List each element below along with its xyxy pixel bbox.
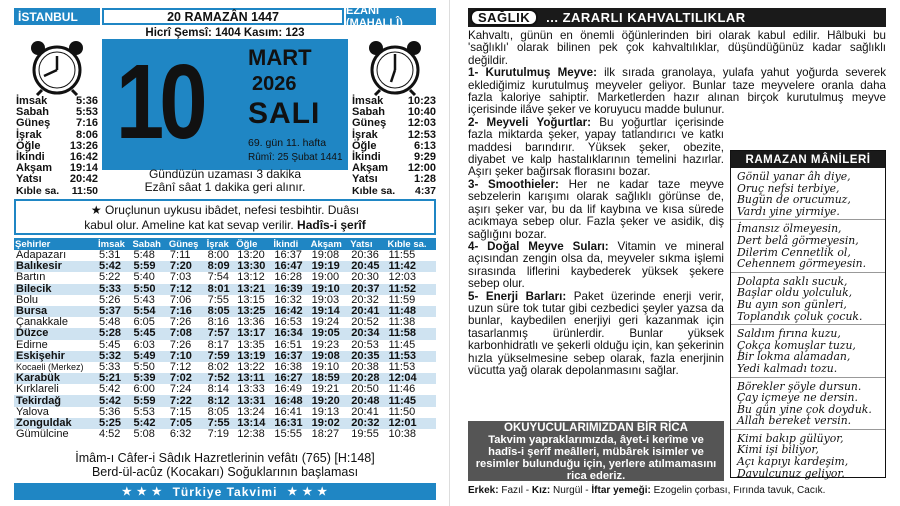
time-cell: 19:05 — [310, 328, 350, 339]
time-cell: 6:32 — [169, 428, 192, 441]
time-cell: 5:28 — [97, 328, 131, 339]
time-cell: 5:42 — [99, 383, 121, 396]
prayer-time-label: Yatsı — [352, 173, 378, 186]
time-cell: 19:19 — [310, 261, 350, 272]
weekday: SALI — [248, 97, 321, 130]
prayer-time-label: İmsak — [352, 95, 384, 107]
time-cell: 13:12 — [237, 271, 265, 284]
prayer-time-value: 13:26 — [69, 139, 98, 152]
ezani-label: EZÂNÎ (MAHALLÎ) — [346, 8, 436, 25]
prayer-time-value: 12:53 — [407, 128, 436, 141]
time-cell: 12:04 — [386, 373, 436, 384]
calendar-page — [14, 4, 436, 500]
prayer-time-label: Güneş — [352, 117, 387, 130]
time-cell: 5:31 — [99, 249, 121, 262]
day-number: 10 — [115, 43, 203, 161]
time-cell: 7:06 — [169, 293, 192, 306]
brand-logo: Türkiye Takvimi — [172, 484, 278, 499]
column-header: Yatsı — [349, 238, 386, 250]
mani-line: Dert belâ görmeyesin, — [737, 233, 859, 247]
time-cell: 16:32 — [274, 293, 302, 306]
mani-line: Allah bereket versin. — [737, 414, 852, 428]
prayer-time-row — [16, 174, 98, 185]
rumi-date: Rûmî: 25 Şubat 1441 — [248, 152, 343, 163]
prayer-time-row — [352, 118, 436, 129]
time-cell: 5:25 — [97, 418, 131, 429]
time-cell: 13:19 — [235, 351, 272, 362]
mani-line: Gönül yanar âh diye, — [737, 170, 851, 183]
city-name: Tekirdağ — [14, 395, 97, 406]
time-cell: 18:59 — [310, 373, 350, 384]
time-cell: 7:57 — [206, 328, 236, 339]
time-cell: 20:37 — [349, 284, 386, 295]
prayer-time-row — [352, 186, 436, 197]
prayer-time-value: 5:36 — [75, 95, 98, 107]
time-cell: 16:48 — [272, 395, 309, 406]
time-cell: 13:11 — [235, 373, 272, 384]
time-cell: 11:52 — [386, 284, 436, 295]
time-cell: 19:23 — [311, 338, 340, 351]
time-cell: 7:05 — [168, 418, 206, 429]
time-cell: 13:25 — [235, 306, 272, 317]
ramazan-mani-box — [730, 150, 886, 478]
city-name: Düzce — [14, 328, 97, 339]
time-cell: 7:20 — [168, 261, 206, 272]
prayer-time-label: İkindi — [16, 151, 45, 164]
time-cell: 8:01 — [206, 284, 236, 295]
column-header: Şehirler — [14, 238, 97, 250]
request-title: OKUYUCULARIMIZDAN BİR RİCA — [504, 422, 688, 434]
time-cell: 19:21 — [311, 383, 340, 396]
time-cell: 5:42 — [97, 261, 131, 272]
time-cell: 7:16 — [168, 306, 206, 317]
time-cell: 20:28 — [349, 373, 386, 384]
time-cell: 7:19 — [207, 428, 230, 441]
time-cell: 7:59 — [206, 351, 236, 362]
table-row — [14, 429, 436, 440]
time-cell: 16:41 — [274, 405, 302, 418]
prayer-time-value: 16:42 — [69, 151, 98, 164]
time-cell: 5:59 — [131, 261, 167, 272]
column-header: Sabah — [131, 238, 167, 250]
time-cell: 4:52 — [99, 428, 121, 441]
time-cell: 19:08 — [311, 249, 340, 262]
mani-line: Açı kapıyı kardeşim, — [737, 455, 849, 469]
alarm-clock-icon — [358, 40, 432, 96]
column-header: Kıble sa. — [386, 238, 436, 250]
time-cell: 8:05 — [207, 405, 230, 418]
time-cell: 20:45 — [349, 261, 386, 272]
time-cell: 5:45 — [131, 328, 167, 339]
time-cell: 19:14 — [310, 306, 350, 317]
hadis-box: ★ Oruçlunun uykusu ibâdet, nefesi tesbihtir. Duâsı kabul olur. Ameline kat kat sevap verilir. Hadîs-i şerîf — [14, 199, 436, 235]
time-cell: 5:42 — [131, 418, 167, 429]
time-cell: 16:34 — [272, 328, 309, 339]
prayer-time-label: İşrak — [16, 128, 42, 141]
mani-line: Oruç nefsi terbiye, — [737, 181, 840, 195]
prayer-time-value: 12:03 — [407, 117, 436, 130]
date-box — [102, 39, 348, 170]
time-cell: 20:52 — [351, 316, 379, 329]
time-cell: 16:27 — [272, 373, 309, 384]
time-cell: 19:03 — [311, 293, 340, 306]
prayer-time-value: 7:16 — [75, 117, 98, 130]
time-cell: 20:50 — [351, 383, 379, 396]
time-cell: 13:21 — [235, 284, 272, 295]
time-cell: 19:20 — [310, 395, 350, 406]
mani-line: Kimi işi biliyor, — [737, 443, 819, 457]
prayer-time-row — [16, 186, 98, 197]
table-row — [14, 328, 436, 339]
time-cell: 5:43 — [133, 293, 155, 306]
prayer-time-value: 19:14 — [69, 162, 98, 175]
time-cell: 18:27 — [311, 428, 340, 441]
time-cell: 5:21 — [97, 373, 131, 384]
time-cell: 8:05 — [206, 306, 236, 317]
column-header: Güneş — [168, 238, 206, 250]
time-cell: 7:12 — [168, 284, 206, 295]
time-cell: 5:32 — [97, 351, 131, 362]
prayer-time-value: 10:23 — [407, 95, 436, 107]
star-icon: ★ ★ ★ — [287, 486, 329, 498]
column-header: İkindi — [272, 238, 309, 250]
mani-line: Dolapta saklı sucuk, — [737, 274, 848, 288]
table-row — [14, 384, 436, 395]
mani-line: Başlar oldu yolculuk, — [737, 286, 853, 300]
article-title: ... ZARARLI KAHVALTILIKLAR — [546, 10, 746, 25]
prayer-time-value: 20:42 — [69, 173, 98, 186]
mani-line: Kimi bakıp gülüyor, — [737, 431, 844, 445]
prayer-time-value: 4:37 — [414, 184, 436, 197]
time-cell: 7:22 — [168, 395, 206, 406]
prayer-time-label: İşrak — [352, 128, 378, 141]
time-cell: 7:08 — [168, 328, 206, 339]
alarm-clock-icon — [20, 40, 94, 96]
time-cell: 20:41 — [351, 405, 379, 418]
time-cell: 19:00 — [311, 271, 340, 284]
prayer-time-row — [352, 174, 436, 185]
time-cell: 6:05 — [133, 316, 155, 329]
brand-bar — [14, 483, 436, 500]
prayer-time-value: 12:00 — [407, 162, 436, 175]
hijri-date: 20 RAMAZÂN 1447 — [102, 8, 344, 25]
year: 2026 — [252, 73, 297, 95]
time-cell: 8:09 — [206, 261, 236, 272]
time-cell: 5:50 — [133, 360, 155, 373]
article-page — [468, 8, 886, 500]
city-name: Adapazarı — [16, 249, 67, 262]
time-cell: 7:52 — [206, 373, 236, 384]
time-cell: 19:02 — [310, 418, 350, 429]
prayer-time-value: 10:40 — [407, 106, 436, 119]
article-body: Kahvaltı, günün en önemli öğünlerinden biri olarak kabul edilir. Hâlbuki bu 'sağlıklı' olarak bilinen pek çok kahvaltılıklar, düşündüğünüz kadar sağlıklı değildir. 1- Kurutulmuş Meyve: ilk sırada granolaya, yulafa yahut yoğurda severek eklediğimiz kurutulmuş meyveler geliyor. Bunlar taze meyvelere oranla daha fazla kaloriye sahiptir. Marketlerden hazır alınan birçok kurutulmuş meyve içerisinde ilâve şeker ve koruyucu madde bulunur. 2- Meyveli Yoğurtlar: Bu yoğurtlar içerisinde fazla miktarda şeker, yapay tatlandırıcı ve katkı maddesi barındırır. Yüksek şeker, obezite, diyabet ve kalp hastalıklarının temelini hazırlar. Aşırı şeker bağırsak florasını bozar. 3- Smoothieler: Her ne kadar taze meyve sebzelerin karışımı olarak sağlıklı görünse de, aşırı şeker var, bu da lif kaybına ve kısa sürede acıkmaya sebep olur. Fazla şeker ve asidik, diş sağlığını bozar. 4- Doğal Meyve Suları: Vitamin ve mineral açısından zengin olsa da, meyveler sıkma işlemi sırasında liflerini kaybederek yüksek şekere sebep olur. 5- Enerji Barları: Paket üzerinde enerji verir, uzun süre tok tutar gibi cezbedici şeyler yazsa da bunlar, kaybedilen enerjiyi geri kazanmak için tasarlanmış ürünlerdir. Bunlar yüksek karbonhidratlı ve şekerli olduğu için, kan şekerinin hızla yükselmesine sebep olarak, fazla enerjinin vücutta yağ olarak depolanmasını sağlar. — [468, 29, 886, 377]
time-cell: 16:31 — [272, 418, 309, 429]
mani-line: Börekler şöyle dursun. — [737, 379, 862, 393]
mani-stanza — [731, 378, 885, 430]
time-cell: 20:53 — [351, 338, 379, 351]
time-cell: 16:39 — [272, 284, 309, 295]
city-name: Edirne — [16, 338, 48, 351]
time-cell: 7:55 — [207, 293, 230, 306]
city-name: Eskişehir — [14, 351, 97, 362]
prayer-time-label: Yatsı — [16, 173, 42, 186]
time-cell: 20:48 — [349, 395, 386, 406]
time-cell: 8:12 — [206, 395, 236, 406]
city-name: Karabük — [14, 373, 97, 384]
time-cell: 20:36 — [351, 249, 379, 262]
column-header: Akşam — [310, 238, 350, 250]
prayer-time-label: İkindi — [352, 151, 381, 164]
reader-request-box — [468, 421, 724, 481]
time-cell: 5:48 — [133, 249, 155, 262]
prayer-time-value: 8:06 — [75, 128, 98, 141]
city-name: Yalova — [16, 405, 49, 418]
table-row — [14, 340, 436, 351]
prayer-time-label: Sabah — [16, 106, 50, 119]
prayer-time-label: Kıble sa. — [16, 184, 60, 197]
prayer-time-label: Sabah — [352, 106, 386, 119]
mani-stanza — [731, 273, 885, 325]
prayer-time-value: 1:28 — [413, 173, 436, 186]
time-cell: 6:03 — [133, 338, 155, 351]
time-cell: 13:33 — [237, 383, 265, 396]
prayer-time-value: 11:50 — [71, 184, 98, 197]
city-times-table — [14, 238, 436, 440]
time-cell: 5:37 — [97, 306, 131, 317]
time-cell: 15:55 — [274, 428, 302, 441]
day-length-note: Gündüzün uzaması 3 dakika Ezânî sâat 1 dakika geri alınır. — [144, 167, 306, 194]
time-cell: 5:48 — [99, 316, 121, 329]
city-name: Bilecik — [14, 284, 97, 295]
time-cell: 13:20 — [237, 249, 265, 262]
time-cell: 7:15 — [169, 405, 192, 418]
time-cell: 11:53 — [388, 360, 416, 373]
mani-line: Çay içmeye ne dersin. — [737, 391, 858, 405]
time-cell: 11:46 — [388, 383, 416, 396]
time-cell: 5:53 — [133, 405, 155, 418]
time-cell: 5:39 — [131, 373, 167, 384]
prayer-time-label: İmsak — [16, 95, 48, 107]
time-cell: 11:50 — [388, 405, 416, 418]
time-cell: 13:14 — [235, 418, 272, 429]
day-of-year: 69. gün 11. hafta — [248, 137, 327, 149]
time-cell: 7:03 — [169, 271, 192, 284]
time-cell: 7:12 — [169, 360, 192, 373]
city-name: Çanakkale — [16, 316, 68, 329]
prayer-time-value: 9:29 — [413, 151, 436, 164]
time-cell: 5:36 — [99, 405, 121, 418]
time-cell: 16:53 — [274, 316, 302, 329]
mani-line: Bir lokma alamadan, — [737, 350, 851, 364]
time-cell: 20:38 — [351, 360, 379, 373]
time-cell: 11:53 — [386, 351, 436, 362]
time-cell: 16:47 — [272, 261, 309, 272]
table-row — [14, 395, 436, 406]
time-cell: 16:38 — [274, 360, 302, 373]
prayer-time-label: Güneş — [16, 117, 51, 130]
page-divider — [449, 0, 450, 506]
time-cell: 19:08 — [310, 351, 350, 362]
mani-line: Dilerim Cennetlik ol, — [737, 245, 851, 259]
time-cell: 5:33 — [99, 360, 121, 373]
time-cell: 19:13 — [311, 405, 340, 418]
prayer-time-value: 6:13 — [413, 139, 436, 152]
time-cell: 12:03 — [388, 271, 417, 284]
time-cell: 19:10 — [311, 360, 340, 373]
prayer-time-label: Kıble sa. — [352, 184, 396, 197]
time-cell: 13:36 — [237, 316, 265, 329]
time-cell: 16:37 — [274, 249, 302, 262]
time-cell: 5:49 — [131, 351, 167, 362]
time-cell: 5:22 — [99, 271, 121, 284]
time-cell: 5:26 — [99, 293, 121, 306]
time-cell: 11:42 — [386, 261, 436, 272]
section-tag: SAĞLIK — [470, 9, 538, 26]
time-cell: 11:58 — [386, 328, 436, 339]
time-cell: 12:01 — [386, 418, 436, 429]
time-cell: 5:33 — [97, 284, 131, 295]
table-row — [14, 272, 436, 283]
time-cell: 13:30 — [235, 261, 272, 272]
city-name: Zonguldak — [14, 418, 97, 429]
mani-line: Cehennem görmeyesin. — [737, 257, 867, 271]
time-cell: 16:28 — [274, 271, 302, 284]
city-name: Kırklareli — [16, 383, 59, 396]
mani-line: Toplandık çoluk çocuk. — [737, 309, 863, 323]
time-cell: 5:45 — [99, 338, 121, 351]
mani-line: Çokça komuşlar tuzu, — [737, 338, 856, 352]
time-cell: 12:38 — [237, 428, 265, 441]
mani-line: Bugün de orucumuz, — [737, 193, 851, 207]
time-cell: 20:32 — [349, 418, 386, 429]
time-cell: 11:55 — [388, 249, 416, 262]
time-cell: 20:41 — [349, 306, 386, 317]
column-header: İmsak — [97, 238, 131, 250]
time-cell: 13:15 — [237, 293, 265, 306]
time-cell: 7:02 — [168, 373, 206, 384]
time-cell: 5:40 — [133, 271, 155, 284]
time-cell: 19:10 — [310, 284, 350, 295]
time-cell: 5:54 — [131, 306, 167, 317]
time-cell: 7:11 — [169, 249, 191, 262]
mani-title: RAMAZAN MÂNİLERİ — [731, 151, 885, 168]
mani-line: Vardı yine yirmiye. — [737, 204, 840, 218]
mani-line: Bu gün yine çok doyduk. — [737, 402, 872, 416]
prayer-time-value: 5:53 — [75, 106, 98, 119]
names-and-menu: Erkek: Fazıl - Kız: Nurgül - İftar yemeği: Ezogelin çorbası, Fırında tavuk, Cacık. — [468, 485, 826, 496]
hadis-source: Hadîs-i şerîf — [297, 218, 366, 232]
star-icon: ★ ★ ★ — [121, 486, 163, 498]
mani-line: İmansız ölmeyesin, — [737, 222, 842, 236]
time-cell: 11:59 — [388, 293, 416, 306]
time-cell: 10:38 — [388, 428, 417, 441]
time-cell: 11:48 — [386, 306, 436, 317]
time-cell: 7:26 — [169, 338, 192, 351]
time-cell: 7:55 — [206, 418, 236, 429]
mani-line: Yedi kalmadı tozu. — [737, 361, 838, 375]
mani-stanza — [731, 325, 885, 377]
time-cell: 13:31 — [235, 395, 272, 406]
time-cell: 13:17 — [235, 328, 272, 339]
mani-line: Davulcunuz geliyor. — [737, 466, 845, 480]
time-cell: 7:24 — [169, 383, 192, 396]
time-cell: 8:14 — [207, 383, 230, 396]
time-cell: 20:35 — [349, 351, 386, 362]
time-cell: 16:49 — [274, 383, 302, 396]
time-cell: 5:50 — [131, 284, 167, 295]
mani-line: Saldım fırına kuzu, — [737, 327, 841, 341]
time-cell: 5:42 — [97, 395, 131, 406]
time-cell: 13:35 — [237, 338, 265, 351]
prayer-time-label: Akşam — [16, 162, 53, 175]
time-cell: 11:45 — [388, 338, 416, 351]
time-cell: 7:54 — [207, 271, 230, 284]
time-cell: 20:32 — [351, 293, 379, 306]
city-name: Bartın — [16, 271, 46, 284]
prayer-time-row — [16, 118, 98, 129]
time-cell: 8:17 — [207, 338, 230, 351]
city-name: Kocaeli (Merkez) — [16, 361, 84, 372]
request-text: Takvim yapraklarımızda, âyet-i kerîme ve hadîs-i şerîf meâlleri, mübârek isimler ve resimler bulunduğu için, yerlere atılmamasını rica ederiz. — [475, 434, 717, 482]
column-header: Öğle — [235, 238, 272, 250]
prayer-times-ezani — [352, 96, 436, 197]
mani-stanza — [731, 168, 885, 220]
prayer-time-label: Öğle — [16, 139, 41, 152]
time-cell: 6:00 — [133, 383, 155, 396]
time-cell: 8:02 — [207, 360, 230, 373]
time-cell: 11:45 — [386, 395, 436, 406]
time-cell: 8:16 — [207, 316, 230, 329]
time-cell: 7:10 — [168, 351, 206, 362]
time-cell: 19:24 — [311, 316, 340, 329]
city-name: Gümülcine — [16, 428, 69, 441]
city-name: Bolu — [16, 293, 39, 306]
time-cell: 7:26 — [169, 316, 192, 329]
time-cell: 16:51 — [274, 338, 302, 351]
time-cell: 5:59 — [131, 395, 167, 406]
time-cell: 13:24 — [237, 405, 265, 418]
hijri-solar-line: Hicrî Şemsî: 1404 Kasım: 123 — [145, 27, 305, 39]
time-cell: 16:37 — [272, 351, 309, 362]
article-title-bar — [468, 8, 886, 27]
column-header: İşrak — [206, 238, 236, 250]
mani-line: Bu ayın son günleri, — [737, 297, 847, 311]
time-cell: 20:34 — [349, 328, 386, 339]
city-label: İSTANBUL — [14, 8, 100, 25]
month-name: MART — [248, 45, 312, 70]
mani-stanza — [731, 430, 885, 481]
prayer-times-local — [16, 96, 98, 197]
time-cell: 20:30 — [351, 271, 379, 284]
time-cell: 5:08 — [133, 428, 155, 441]
time-cell: 8:00 — [207, 249, 230, 262]
time-cell: 11:38 — [388, 316, 416, 329]
mani-stanza — [731, 220, 885, 272]
time-cell: 13:22 — [237, 360, 265, 373]
time-cell: 16:42 — [272, 306, 309, 317]
city-name: Balıkesir — [14, 261, 97, 272]
prayer-time-label: Akşam — [352, 162, 389, 175]
time-cell: 19:55 — [351, 428, 379, 441]
footer-notes: İmâm-ı Câfer-i Sâdık Hazretlerinin vefâtı (765) [H:148] Berd-ül-acûz (Kocakarı) Soğuklarının başlaması — [75, 451, 375, 479]
city-name: Bursa — [14, 306, 97, 317]
prayer-time-label: Öğle — [352, 139, 377, 152]
